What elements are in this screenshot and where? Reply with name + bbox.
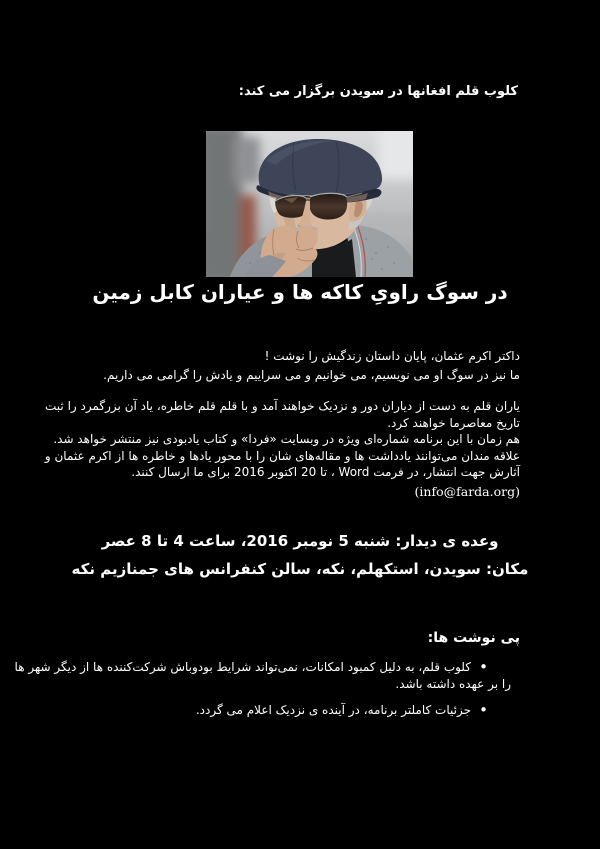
notes-heading: پی نوشت ها: (427, 630, 520, 646)
details-paragraph (45, 398, 520, 501)
event-info (0, 532, 600, 588)
note-line: • کلوب قلم، به دلیل کمبود امکانات، نمی‌تواند شرایط بودوباش شرکت‌کننده ها از دیگر شهر ها (14, 660, 471, 674)
details-line: علاقه مندان می‌توانند یادداشت ها و مقاله‌های شان را با محور یادها و خاطره ها از اکرم عثمان و (44, 448, 520, 463)
event-location: مکان: سویدن، استکهلم، نکه، سالن کنفرانس های جمنازیم نکه (71, 560, 529, 578)
event-datetime: وعده ی دیدار: شنبه 5 نومبر 2016، ساعت 4 تا 8 عصر (101, 532, 499, 550)
intro-paragraph (103, 347, 520, 385)
notes-list (14, 659, 511, 729)
memorial-title: در سوگ راویِ کاکه ها و عیاران کابل زمین (92, 280, 508, 304)
note-item (14, 659, 511, 692)
details-line: تاریخ معاصرما خواهند کرد. (387, 415, 520, 430)
note-line: • جزئیات کاملتر برنامه، در آینده ی نزدیک اعلام می گردد. (195, 703, 471, 717)
portrait-photo (206, 131, 413, 277)
note-line: را بر عهده داشته باشد. (395, 676, 511, 691)
details-line: هم زمان با این برنامه شماره‌ای ویژه در وبسایت «فردا» و کتاب یادبودی نیز منتشر خواهد شد. (53, 432, 520, 447)
organizer-line: کلوب قلم افغانها در سویدن برگزار می کند: (238, 84, 518, 99)
details-line: یاران قلم به دست از دیاران دور و نزدیک خواهند آمد و با قلم قلم خاطره، یاد آن بزرگمرد را ثبت (45, 399, 520, 413)
intro-line: ما نیز در سوگ او می نویسیم، می خوانیم و می سراییم و یادش را گرامی می داریم. (103, 368, 520, 382)
details-line: آثارش جهت انتشار، در فرمت Word ، تا 20 اکتوبر 2016 برای ما ارسال کنند. (131, 465, 520, 480)
intro-line: داکتر اکرم عثمان، پایان داستان زندگیش را نوشت ! (264, 349, 520, 363)
contact-email: (info@farda.org) (414, 483, 520, 499)
elderly-man-portrait-illustration (206, 131, 413, 277)
note-item (30, 702, 488, 719)
